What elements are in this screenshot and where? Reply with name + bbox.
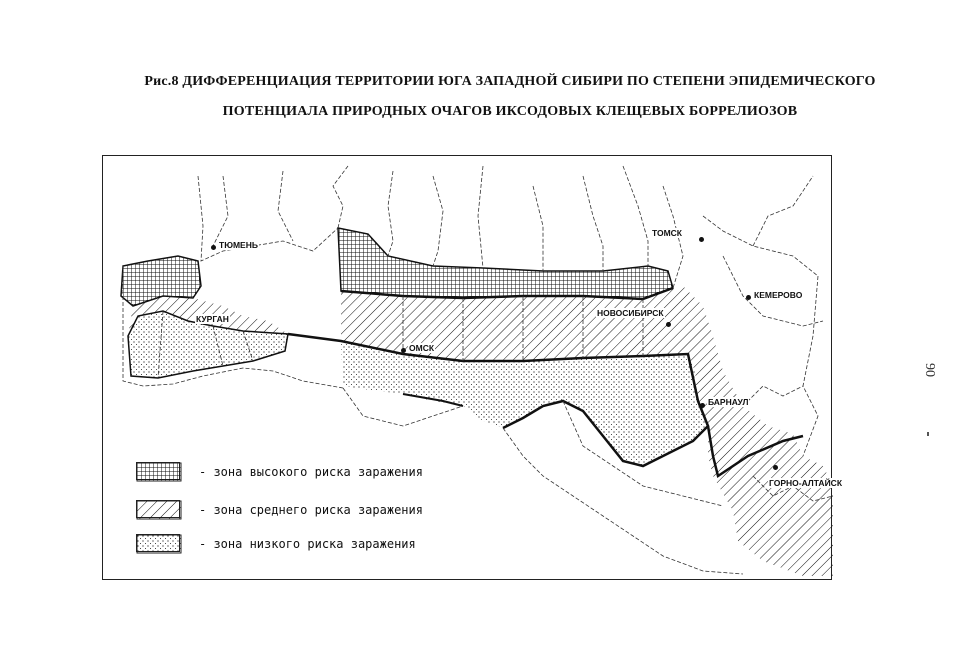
- map-svg: [103, 156, 833, 581]
- city-label-tyumen: ТЮМЕНЬ: [219, 240, 258, 250]
- city-dot-barnaul: [700, 403, 705, 408]
- legend-swatch-medium: [136, 500, 180, 518]
- figure-title-line-2: ПОТЕНЦИАЛА ПРИРОДНЫХ ОЧАГОВ ИКСОДОВЫХ КЛЕЩЕВЫХ БОРРЕЛИОЗОВ: [222, 104, 798, 119]
- city-label-novosibirsk: НОВОСИБИРСК: [597, 308, 664, 318]
- city-dot-gorno-altaisk: [773, 465, 778, 470]
- city-label-kemerovo: КЕМЕРОВО: [754, 290, 803, 300]
- city-dot-kemerovo: [746, 295, 751, 300]
- high-risk-zone-center: [338, 228, 673, 299]
- medium-risk-zone-center: [341, 286, 833, 576]
- legend-swatch-high: [136, 462, 180, 480]
- city-dot-omsk: [401, 348, 406, 353]
- city-dot-tyumen: [211, 245, 216, 250]
- figure-title-line-1: Рис.8 ДИФФЕРЕНЦИАЦИЯ ТЕРРИТОРИИ ЮГА ЗАПАДНОЙ СИБИРИ ПО СТЕПЕНИ ЭПИДЕМИЧЕСКОГО: [144, 74, 876, 89]
- city-label-gorno-altaisk: ГОРНО-АЛТАЙСК: [769, 478, 843, 488]
- city-label-tomsk: ТОМСК: [652, 228, 682, 238]
- margin-mark: [927, 432, 929, 436]
- city-label-kurgan: КУРГАН: [196, 314, 229, 324]
- city-label-omsk: ОМСК: [409, 343, 435, 353]
- legend-swatch-low: [136, 534, 180, 552]
- legend-label-high: - зона высокого риска заражения: [199, 465, 423, 479]
- map-frame: [102, 155, 843, 580]
- legend-label-low: - зона низкого риска заражения: [199, 537, 416, 551]
- legend-label-medium: - зона среднего риска заражения: [199, 503, 423, 517]
- page-number: 90: [922, 363, 937, 377]
- city-label-barnaul: БАРНАУЛ: [708, 397, 749, 407]
- city-dot-novosibirsk: [666, 322, 671, 327]
- city-dot-tomsk: [699, 237, 704, 242]
